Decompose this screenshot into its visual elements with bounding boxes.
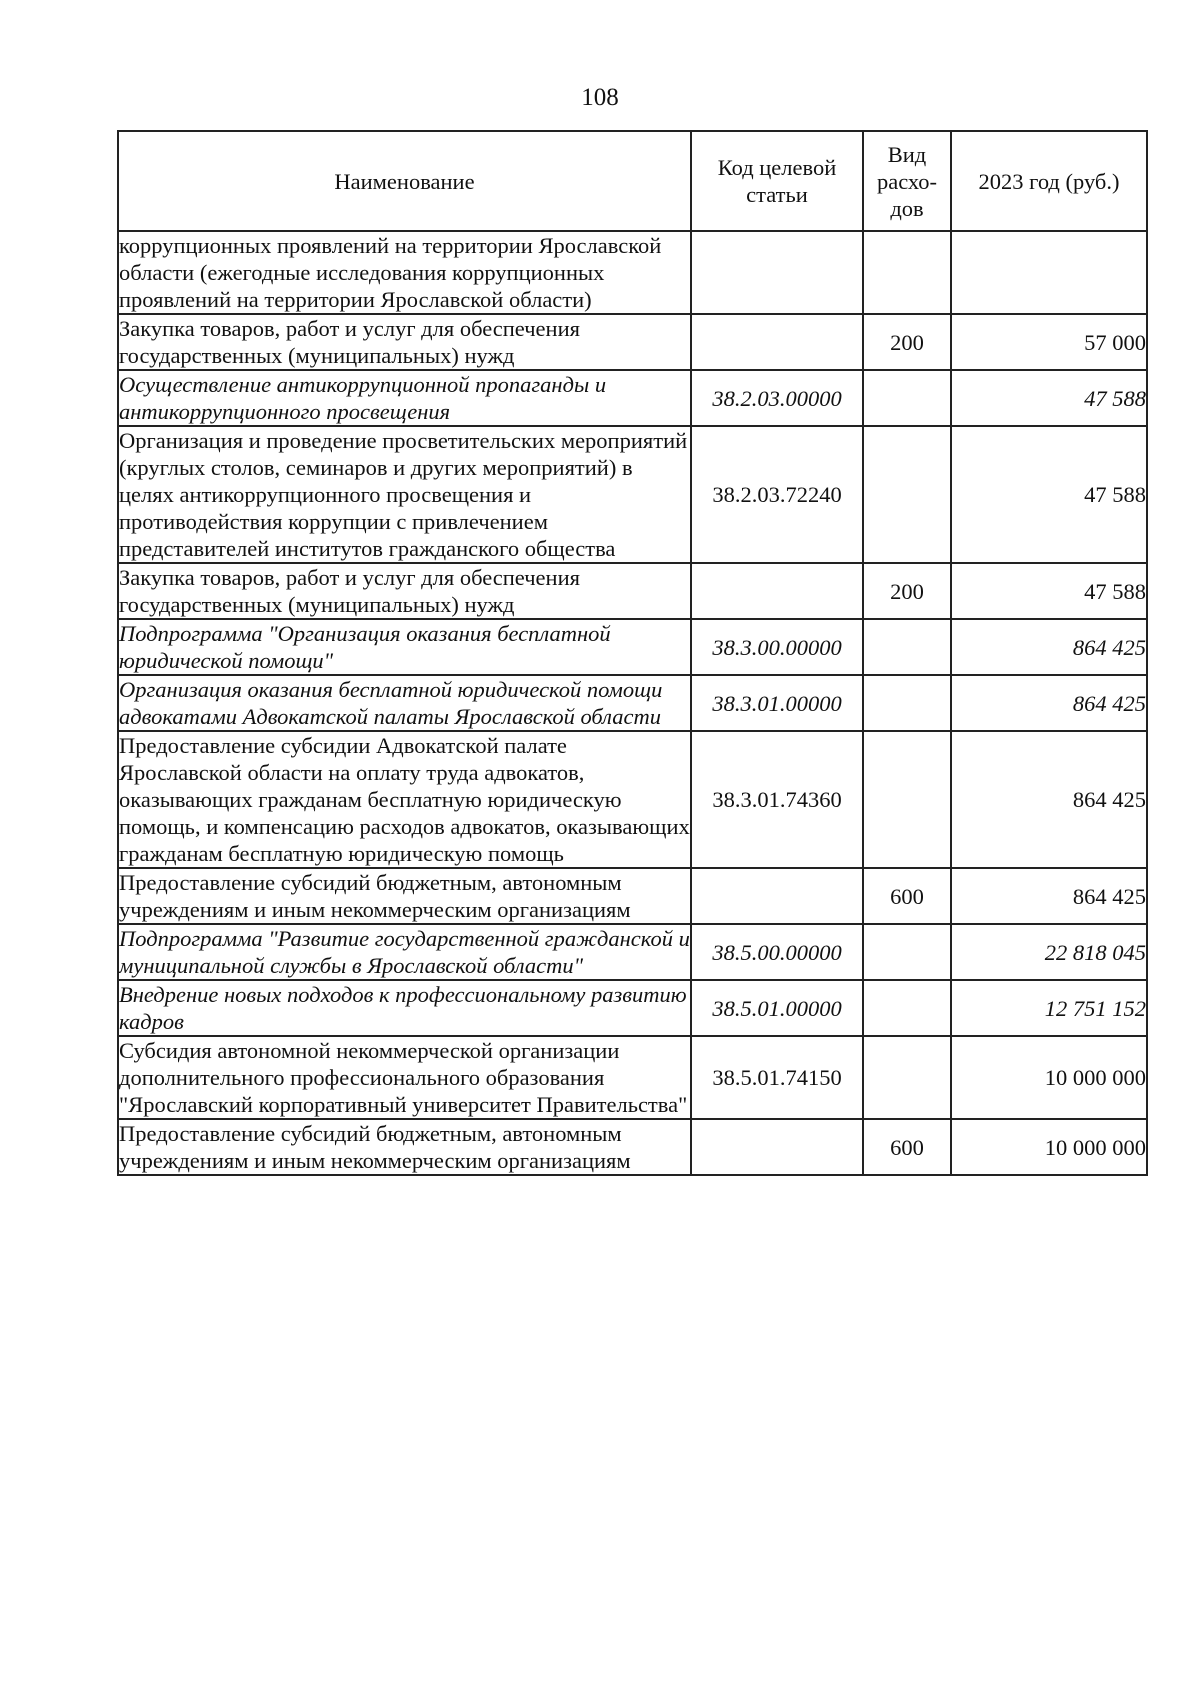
table-row [118,675,1147,731]
cell-amount: 22 818 045 [951,924,1147,980]
cell-amount: 864 425 [951,619,1147,675]
page-number: 108 [581,84,619,111]
cell-kind [863,980,951,1036]
cell-code: 38.3.00.00000 [691,619,863,675]
cell-code: 38.2.03.72240 [691,426,863,563]
cell-code [691,314,863,370]
cell-code: 38.5.01.74150 [691,1036,863,1119]
cell-name: Внедрение новых подходов к профессиональному развитию кадров [118,980,691,1036]
cell-amount: 864 425 [951,731,1147,868]
cell-code [691,868,863,924]
cell-code [691,1119,863,1175]
cell-amount: 10 000 000 [951,1119,1147,1175]
header-code: Код целевой статьи [691,131,863,231]
cell-amount: 12 751 152 [951,980,1147,1036]
header-kind: Вид расхо-дов [863,131,951,231]
cell-kind: 200 [863,314,951,370]
header-name: Наименование [118,131,691,231]
cell-code [691,231,863,314]
table-row [118,924,1147,980]
cell-code [691,563,863,619]
cell-amount: 57 000 [951,314,1147,370]
cell-kind [863,370,951,426]
cell-name: Предоставление субсидий бюджетным, автономным учреждениям и иным некоммерческим организациям [118,868,691,924]
cell-kind [863,426,951,563]
cell-kind [863,1036,951,1119]
cell-kind [863,675,951,731]
cell-kind [863,619,951,675]
cell-name: Предоставление субсидии Адвокатской палате Ярославской области на оплату труда адвокатов, оказывающих гражданам бесплатную юридическую помощь, и компенсацию расходов адвокатов, оказывающих гражданам бесплатную юридическую помощь [119,733,690,866]
cell-name: Закупка товаров, работ и услуг для обеспечения государственных (муниципальных) нужд [118,314,691,370]
cell-code: 38.2.03.00000 [691,370,863,426]
cell-name: коррупционных проявлений на территории Ярославской области (ежегодные исследования коррупционных проявлений на территории Ярославской области) [118,231,691,314]
cell-amount: 47 588 [951,370,1147,426]
table-header-row [118,131,1147,231]
cell-code: 38.5.00.00000 [691,924,863,980]
cell-name: Подпрограмма "Организация оказания бесплатной юридической помощи" [118,619,691,675]
header-amount: 2023 год (руб.) [951,131,1147,231]
table-row [118,426,1147,563]
cell-code: 38.5.01.00000 [691,980,863,1036]
cell-kind: 600 [863,868,951,924]
cell-name: Осуществление антикоррупционной пропаганды и антикоррупционного просвещения [118,370,691,426]
cell-kind: 200 [863,563,951,619]
cell-kind: 600 [863,1119,951,1175]
cell-amount: 47 588 [951,426,1147,563]
table-row [118,619,1147,675]
cell-amount: 864 425 [951,868,1147,924]
cell-name: Субсидия автономной некоммерческой организации дополнительного профессионального образования "Ярославский корпоративный университет Правительства" [118,1036,691,1119]
table-row [118,1119,1147,1175]
cell-amount [951,231,1147,314]
table-row [118,314,1147,370]
table-row [118,563,1147,619]
cell-name: Организация и проведение просветительских мероприятий (круглых столов, семинаров и других мероприятий) в целях антикоррупционного просвещения и противодействия коррупции с привлечением представителей институтов гражданского общества [118,426,691,563]
cell-code: 38.3.01.74360 [691,731,863,868]
cell-kind [863,924,951,980]
cell-name: Организация оказания бесплатной юридической помощи адвокатами Адвокатской палаты Ярославской области [118,675,691,731]
table-row [118,370,1147,426]
table-row [118,868,1147,924]
table-row [118,731,1147,868]
cell-name: Предоставление субсидий бюджетным, автономным учреждениям и иным некоммерческим организациям [118,1119,691,1175]
cell-amount: 10 000 000 [951,1036,1147,1119]
cell-kind [863,231,951,314]
table-row [118,980,1147,1036]
cell-name: Закупка товаров, работ и услуг для обеспечения государственных (муниципальных) нужд [118,563,691,619]
table-row [118,231,1147,314]
cell-code: 38.3.01.00000 [691,675,863,731]
cell-name: Подпрограмма "Развитие государственной гражданской и муниципальной службы в Ярославской области" [119,926,690,978]
cell-amount: 864 425 [951,675,1147,731]
budget-table [117,130,1148,1176]
table-row [118,1036,1147,1119]
cell-kind [863,731,951,868]
cell-amount: 47 588 [951,563,1147,619]
